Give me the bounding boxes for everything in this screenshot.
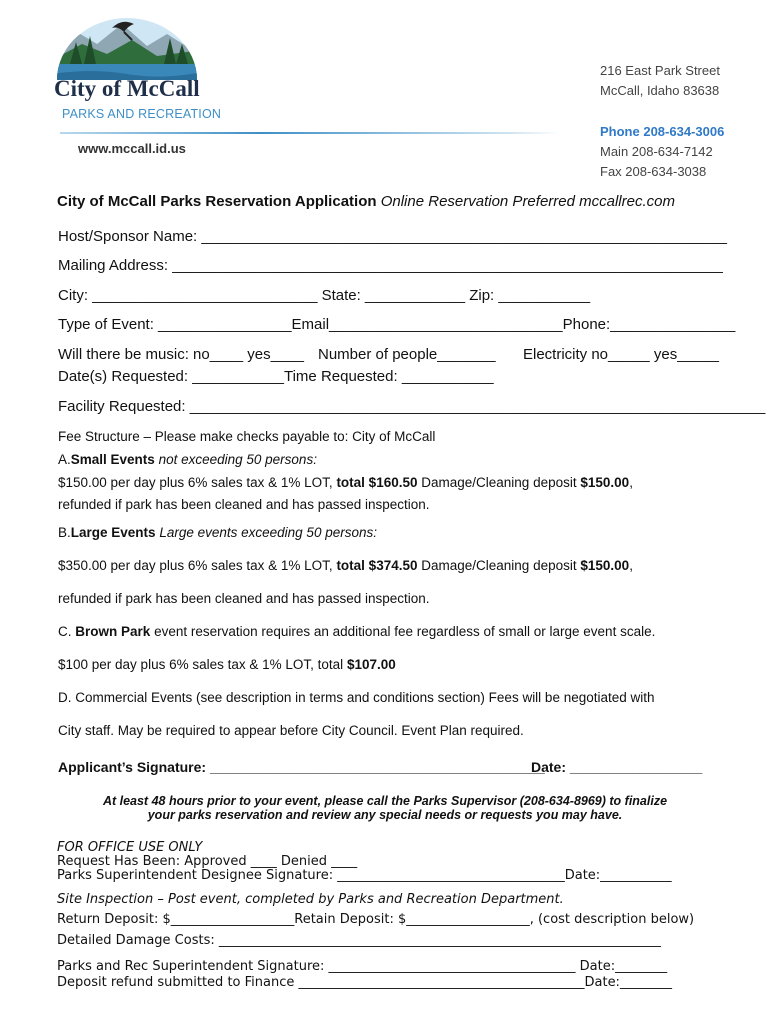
- city-state-zip-field[interactable]: City: ___________________________ State: ____________ Zip: ___________: [58, 287, 591, 304]
- event-email-phone-field[interactable]: Type of Event: ________________Email____________________________Phone:_______________: [58, 316, 736, 333]
- form-title-italic: Online Reservation Preferred: [380, 193, 575, 210]
- large-events-fee-line: [58, 558, 633, 573]
- notice-line-1: At least 48 hours prior to your event, please call the Parks Supervisor (208-634-8969) to finalize: [102, 794, 668, 808]
- brown-park-text: event reservation requires an additional fee regardless of small or large event scale.: [154, 624, 656, 639]
- large-events-fee-text: $350.00 per day plus 6% sales tax & 1% LOT,: [58, 558, 333, 573]
- facility-field[interactable]: Facility Requested: _____________________________________________________________________: [58, 398, 766, 415]
- deposit-field[interactable]: Return Deposit: $___________________Retain Deposit: $___________________, (cost description below): [57, 912, 695, 927]
- music-field[interactable]: Will there be music: no____ yes____: [58, 346, 304, 363]
- site-inspection-note: [57, 892, 564, 907]
- phone-number: Phone 208-634-3006: [600, 124, 725, 139]
- small-events-heading: [58, 452, 317, 467]
- superintendent-signature-field[interactable]: Parks and Rec Superintendent Signature: ______________________________________ Date:________: [57, 959, 668, 974]
- small-events-subtitle: not exceeding 50 persons:: [158, 452, 317, 467]
- mailing-address-field[interactable]: Mailing Address: __________________________________________________________________: [58, 257, 723, 274]
- number-of-people-field[interactable]: Number of people_______: [318, 346, 496, 363]
- large-events-heading: [58, 525, 377, 540]
- small-events-fee-line: [58, 475, 633, 490]
- office-use-heading: [57, 840, 202, 855]
- dates-times-field[interactable]: Date(s) Requested: ___________Time Requested: ___________: [58, 368, 494, 385]
- reservation-site-link[interactable]: mccallrec.com: [579, 193, 675, 210]
- brown-park-total: $107.00: [346, 657, 396, 672]
- commercial-events-line-2: City staff. May be required to appear before City Council. Event Plan required.: [58, 723, 524, 738]
- brown-park-line: [58, 624, 655, 639]
- applicant-signature-field[interactable]: Applicant’s Signature: ___________________________________________: [58, 759, 545, 775]
- large-events-deposit-label: Damage/Cleaning deposit: [421, 558, 577, 573]
- brown-park-title: Brown Park: [75, 624, 151, 639]
- electricity-field[interactable]: Electricity no_____ yes_____: [523, 346, 719, 363]
- small-events-prefix: A.: [58, 452, 71, 467]
- form-title: [57, 193, 675, 210]
- city-name-logo-text: City of McCall: [54, 76, 200, 101]
- small-events-comma: ,: [629, 475, 633, 490]
- signature-date-field[interactable]: Date: _________________: [531, 759, 703, 775]
- large-events-prefix: B.: [58, 525, 71, 540]
- address-line-1: 216 East Park Street: [600, 63, 720, 78]
- deposit-refund-field[interactable]: Deposit refund submitted to Finance ____________________________________________Date:________: [57, 975, 672, 990]
- large-events-comma: ,: [629, 558, 633, 573]
- form-title-bold: City of McCall Parks Reservation Application: [57, 193, 377, 210]
- host-sponsor-field[interactable]: Host/Sponsor Name: _______________________________________________________________: [58, 228, 727, 245]
- small-events-deposit: $150.00: [580, 475, 630, 490]
- designee-signature-field[interactable]: Parks Superintendent Designee Signature: ___________________________________Date:___________: [57, 868, 672, 883]
- address-line-2: McCall, Idaho 83638: [600, 83, 720, 98]
- damage-costs-field[interactable]: Detailed Damage Costs: ____________________________________________________________________: [57, 933, 661, 948]
- request-approval-field[interactable]: Request Has Been: Approved ____ Denied ____: [57, 854, 358, 869]
- small-events-deposit-label: Damage/Cleaning deposit: [421, 475, 577, 490]
- website-link[interactable]: www.mccall.id.us: [78, 141, 186, 156]
- commercial-events-line-1: D. Commercial Events (see description in terms and conditions section) Fees will be negotiated with: [58, 690, 655, 705]
- small-events-total: total $160.50: [336, 475, 418, 490]
- fax-number: Fax 208-634-3038: [600, 164, 707, 179]
- department-name: PARKS AND RECREATION: [62, 107, 222, 121]
- city-logo-emblem-icon: [52, 14, 202, 80]
- large-events-refund-note: refunded if park has been cleaned and has passed inspection.: [58, 591, 430, 606]
- office-use-heading-text: FOR OFFICE USE ONLY: [57, 840, 203, 855]
- brown-park-prefix: C.: [58, 624, 72, 639]
- site-inspection-text: Site Inspection – Post event, completed by Parks and Recreation Department.: [57, 892, 564, 907]
- small-events-refund-note: refunded if park has been cleaned and has passed inspection.: [58, 497, 430, 512]
- large-events-total: total $374.50: [336, 558, 418, 573]
- brown-park-fee-text: $100 per day plus 6% sales tax & 1% LOT, total: [58, 657, 344, 672]
- header-divider: [60, 132, 560, 134]
- large-events-subtitle: Large events exceeding 50 persons:: [159, 525, 377, 540]
- notice-line-2: your parks reservation and review any special needs or requests you may have.: [147, 808, 623, 822]
- large-events-deposit: $150.00: [580, 558, 630, 573]
- small-events-fee-text: $150.00 per day plus 6% sales tax & 1% LOT,: [58, 475, 333, 490]
- small-events-title: Small Events: [70, 452, 155, 467]
- main-phone: Main 208-634-7142: [600, 144, 713, 159]
- brown-park-fee-line: [58, 657, 396, 672]
- fee-structure-intro: Fee Structure – Please make checks payable to: City of McCall: [58, 429, 436, 444]
- large-events-title: Large Events: [70, 525, 156, 540]
